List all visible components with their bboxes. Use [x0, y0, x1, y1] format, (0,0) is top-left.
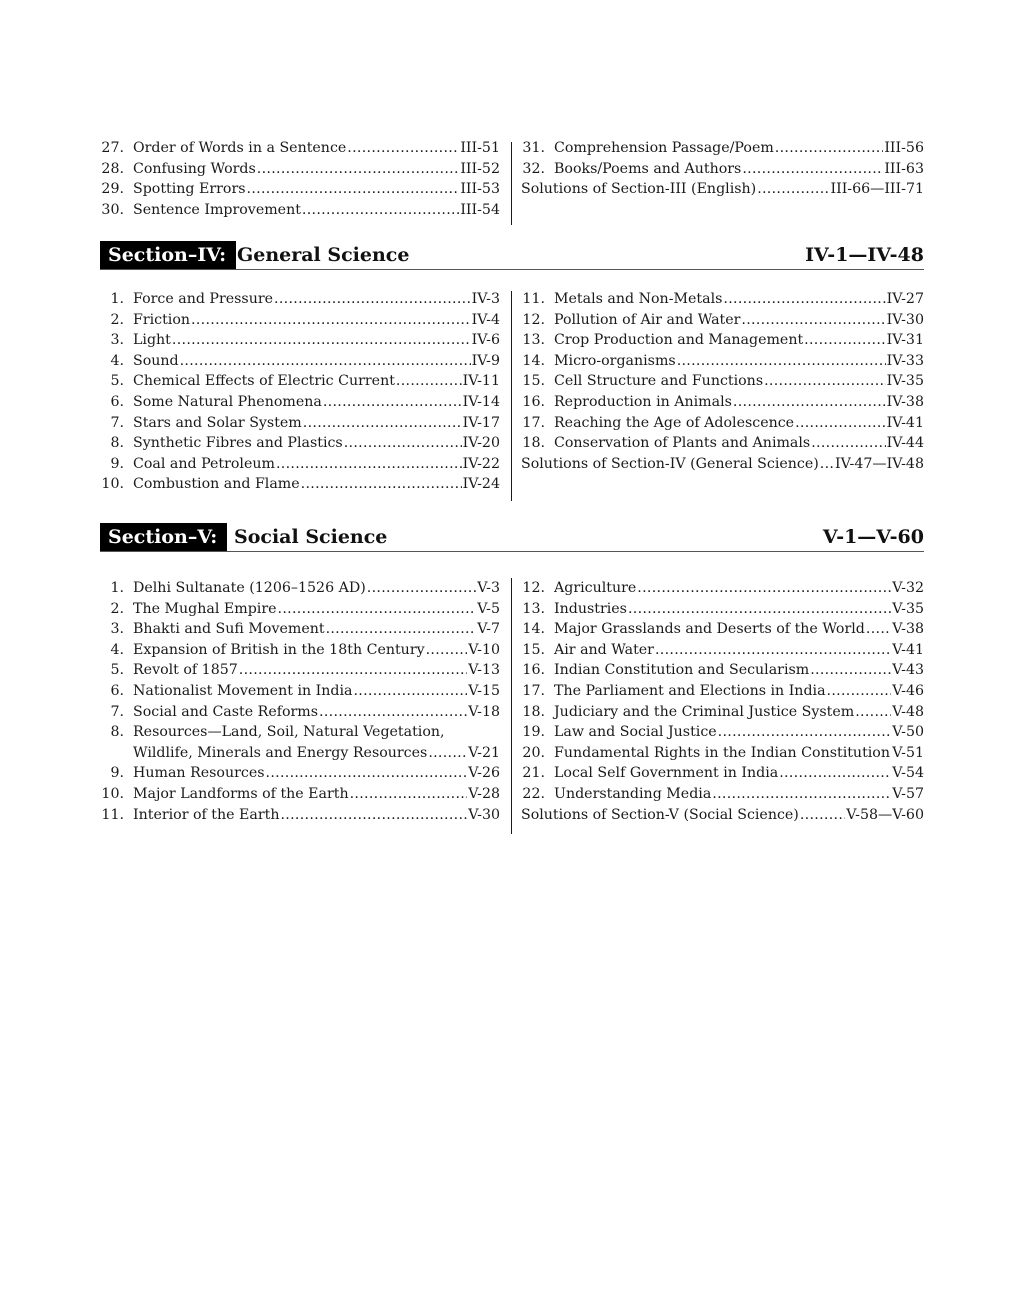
entry-title: Pollution of Air and Water — [554, 311, 741, 328]
toc-entry — [100, 474, 500, 495]
entry-page: V-46 — [892, 682, 924, 699]
entry-page: V-28 — [468, 785, 500, 802]
entry-page: V-5 — [477, 600, 500, 617]
dot-leader — [428, 743, 467, 764]
section-v-heading — [100, 523, 924, 552]
entry-number: 13. — [522, 600, 545, 617]
entry-title: Air and Water — [554, 641, 654, 658]
entry-number: 28. — [101, 160, 124, 177]
entry-page: V-50 — [892, 724, 924, 741]
entry-number: 14. — [522, 621, 545, 638]
entry-number: 27. — [101, 140, 124, 156]
dot-leader — [800, 805, 845, 826]
dot-leader — [741, 310, 885, 331]
toc-entry — [100, 138, 500, 159]
dot-leader — [655, 640, 891, 661]
dot-leader — [326, 619, 477, 640]
entry-title: Combustion and Flame — [133, 476, 300, 493]
section-iv-title: General Science — [237, 244, 410, 266]
dot-leader — [866, 619, 891, 640]
entry-page: V-21 — [468, 744, 500, 761]
entry-title: Confusing Words — [133, 160, 256, 177]
entry-title: Delhi Sultanate (1206–1526 AD) — [133, 580, 366, 596]
entry-title: Books/Poems and Authors — [554, 160, 742, 177]
entry-page: V-57 — [892, 785, 924, 802]
entry-title: Agriculture — [554, 580, 637, 596]
entry-page: IV-22 — [462, 455, 500, 472]
entry-page: IV-4 — [471, 311, 500, 328]
entry-title: Micro-organisms — [554, 352, 676, 369]
toc-entry — [100, 200, 500, 221]
entry-number: 7. — [110, 703, 124, 720]
toc-entry — [100, 433, 500, 454]
toc-entry — [100, 371, 500, 392]
entry-number: 3. — [110, 621, 124, 638]
toc-entry — [521, 392, 924, 413]
entry-title: Industries — [554, 600, 627, 617]
dot-leader — [239, 660, 467, 681]
toc-entry — [100, 702, 500, 723]
entry-title: Order of Words in a Sentence — [133, 140, 347, 156]
entry-number: 16. — [522, 393, 545, 410]
toc-entry — [521, 433, 924, 454]
entry-number: 9. — [110, 765, 124, 782]
entry-page: V-43 — [892, 662, 924, 679]
column-divider — [511, 142, 512, 225]
entry-number: 14. — [522, 352, 545, 369]
toc-entry — [521, 351, 924, 372]
entry-page: III-53 — [460, 181, 500, 198]
entry-title: Social and Caste Reforms — [133, 703, 319, 720]
toc-entry — [100, 454, 500, 475]
section-iv-heading — [100, 241, 924, 270]
toc-entry — [100, 763, 500, 784]
toc-entry — [100, 681, 500, 702]
toc-entry — [521, 310, 924, 331]
solutions-entry — [521, 179, 924, 200]
dot-leader — [810, 660, 891, 681]
entry-page: V-35 — [892, 600, 924, 617]
entry-number: 1. — [110, 291, 124, 307]
toc-entry — [100, 310, 500, 331]
entry-page: IV-38 — [886, 393, 924, 410]
entry-number: 3. — [110, 332, 124, 349]
dot-leader — [855, 702, 891, 723]
entry-number: 10. — [101, 476, 124, 493]
dot-leader — [319, 702, 467, 723]
entry-title: Indian Constitution and Secularism — [554, 662, 810, 679]
section-iv-right-column — [512, 289, 924, 495]
entry-page: V-30 — [468, 806, 500, 823]
entry-title: Force and Pressure — [133, 291, 274, 307]
dot-leader — [354, 681, 468, 702]
section-iv-page-range: IV-1—IV-48 — [805, 244, 924, 266]
entry-number: 8. — [110, 435, 124, 452]
entry-page: V-48 — [892, 703, 924, 720]
entry-number: 11. — [101, 806, 124, 823]
dot-leader — [350, 784, 468, 805]
dot-leader — [266, 763, 468, 784]
entry-title: Some Natural Phenomena — [133, 393, 322, 410]
entry-number: 2. — [110, 600, 124, 617]
section-iv-label: Section–IV: — [100, 241, 236, 269]
entry-page: IV-24 — [462, 476, 500, 493]
section-iv-entries — [100, 289, 924, 495]
toc-entry — [521, 138, 924, 159]
dot-leader — [426, 640, 468, 661]
entry-page: V-54 — [892, 765, 924, 782]
toc-entry — [521, 330, 924, 351]
dot-leader — [733, 392, 886, 413]
entry-page: IV-33 — [886, 352, 924, 369]
toc-entry — [521, 413, 924, 434]
section-v-label: Section–V: — [100, 523, 227, 551]
dot-leader — [742, 159, 883, 180]
dot-leader — [723, 289, 885, 310]
entry-title: Crop Production and Management — [554, 332, 804, 349]
dot-leader — [257, 159, 460, 180]
entry-number: 30. — [101, 201, 124, 218]
entry-page: III-52 — [460, 160, 500, 177]
entry-number: 17. — [522, 414, 545, 431]
solutions-title: Solutions of Section-V (Social Science) — [521, 806, 799, 823]
entry-number: 13. — [522, 332, 545, 349]
toc-entry — [521, 763, 924, 784]
entry-number: 18. — [522, 435, 545, 452]
entry-title: Synthetic Fibres and Plastics — [133, 435, 343, 452]
entry-number: 17. — [522, 682, 545, 699]
entry-title: Coal and Petroleum — [133, 455, 275, 472]
entry-number: 4. — [110, 352, 124, 369]
entry-title: The Mughal Empire — [133, 600, 277, 617]
dot-leader — [344, 433, 462, 454]
entry-page: IV-14 — [462, 393, 500, 410]
entry-number: 16. — [522, 662, 545, 679]
entry-title: Major Grasslands and Deserts of the World — [554, 621, 865, 638]
dot-leader — [779, 763, 891, 784]
entry-title: Cell Structure and Functions — [554, 373, 764, 390]
entry-page: IV-35 — [886, 373, 924, 390]
entry-title: Major Landforms of the Earth — [133, 785, 349, 802]
entry-title: Interior of the Earth — [133, 806, 280, 823]
entry-title: Sound — [133, 352, 179, 369]
entry-number: 7. — [110, 414, 124, 431]
toc-entry-continuation — [100, 743, 500, 764]
toc-entry — [521, 681, 924, 702]
dot-leader — [172, 330, 471, 351]
dot-leader — [637, 578, 891, 599]
entry-number: 12. — [522, 580, 545, 596]
entry-page: V-15 — [468, 682, 500, 699]
toc-entry — [100, 413, 500, 434]
solutions-page: III-66—III-71 — [830, 181, 924, 198]
entry-number: 10. — [101, 785, 124, 802]
entry-title: Conservation of Plants and Animals — [554, 435, 811, 452]
toc-entry — [521, 722, 924, 743]
entry-number: 19. — [522, 724, 545, 741]
entry-title: Comprehension Passage/Poem — [554, 140, 774, 156]
entry-page: IV-20 — [462, 435, 500, 452]
entry-title: Law and Social Justice — [554, 724, 717, 741]
solutions-page: IV-47—IV-48 — [835, 455, 924, 472]
dot-leader — [811, 433, 885, 454]
column-divider — [511, 578, 512, 834]
entry-number: 15. — [522, 641, 545, 658]
dot-leader — [278, 599, 477, 620]
entry-title: Reaching the Age of Adolescence — [554, 414, 795, 431]
toc-entry — [100, 722, 500, 743]
toc-entry — [100, 179, 500, 200]
entry-page: V-51 — [892, 744, 924, 761]
toc-entry — [521, 702, 924, 723]
column-divider — [511, 291, 512, 501]
entry-title: Local Self Government in India — [554, 765, 779, 782]
toc-entry — [100, 805, 500, 826]
entry-page: III-54 — [460, 201, 500, 218]
solutions-title: Solutions of Section-III (English) — [521, 181, 757, 198]
entry-page: V-7 — [477, 621, 500, 638]
toc-entry — [521, 619, 924, 640]
entry-page: IV-3 — [471, 291, 500, 307]
entry-number: 21. — [522, 765, 545, 782]
entry-page: IV-9 — [471, 352, 500, 369]
section-v-title: Social Science — [234, 526, 388, 548]
entry-page: IV-17 — [462, 414, 500, 431]
entry-title: Friction — [133, 311, 191, 328]
section-v-page-range: V-1—V-60 — [822, 526, 924, 548]
entry-page: V-26 — [468, 765, 500, 782]
dot-leader — [396, 371, 462, 392]
dot-leader — [280, 805, 467, 826]
dot-leader — [712, 784, 891, 805]
dot-leader — [764, 371, 885, 392]
toc-entry — [100, 784, 500, 805]
toc-entry — [521, 289, 924, 310]
toc-entry — [521, 660, 924, 681]
entry-title: Sentence Improvement — [133, 201, 301, 218]
dot-leader — [180, 351, 471, 372]
entry-title: Human Resources — [133, 765, 265, 782]
section-iii-right-column — [512, 138, 924, 220]
toc-entry — [100, 660, 500, 681]
toc-entry — [100, 351, 500, 372]
dot-leader — [820, 454, 834, 475]
toc-entry — [521, 371, 924, 392]
entry-title: Spotting Errors — [133, 181, 246, 198]
entry-page: III-56 — [884, 140, 924, 156]
solutions-title: Solutions of Section-IV (General Science) — [521, 455, 819, 472]
entry-number: 8. — [110, 724, 124, 741]
toc-entry — [521, 743, 924, 764]
entry-number: 12. — [522, 311, 545, 328]
entry-title: Metals and Non-Metals — [554, 291, 723, 307]
toc-entry — [521, 159, 924, 180]
entry-number: 18. — [522, 703, 545, 720]
entry-title: Bhakti and Sufi Movement — [133, 621, 325, 638]
entry-number: 4. — [110, 641, 124, 658]
dot-leader — [804, 330, 885, 351]
entry-number: 31. — [522, 140, 545, 156]
entry-page: IV-11 — [462, 373, 500, 390]
dot-leader — [191, 310, 471, 331]
entry-number: 2. — [110, 311, 124, 328]
section-iv-left-column — [100, 289, 512, 495]
dot-leader — [775, 138, 884, 159]
entry-title: Chemical Effects of Electric Current — [133, 373, 395, 390]
entry-page: V-38 — [892, 621, 924, 638]
dot-leader — [247, 179, 460, 200]
entry-page: III-63 — [884, 160, 924, 177]
entry-page: V-13 — [468, 662, 500, 679]
toc-entry — [100, 392, 500, 413]
entry-number: 15. — [522, 373, 545, 390]
entry-page: V-10 — [468, 641, 500, 658]
entry-number: 1. — [110, 580, 124, 596]
dot-leader — [628, 599, 891, 620]
section-v-right-column — [512, 578, 924, 825]
toc-entry — [100, 578, 500, 599]
entry-number: 9. — [110, 455, 124, 472]
entry-title: Expansion of British in the 18th Century — [133, 641, 425, 658]
dot-leader — [347, 138, 459, 159]
entry-title: Light — [133, 332, 171, 349]
dot-leader — [301, 474, 462, 495]
toc-entry — [100, 330, 500, 351]
entry-page: IV-6 — [471, 332, 500, 349]
entry-title: Nationalist Movement in India — [133, 682, 353, 699]
section-iii-entries — [100, 138, 924, 220]
dot-leader — [274, 289, 471, 310]
entry-title: Understanding Media — [554, 785, 712, 802]
entry-number: 11. — [522, 291, 545, 307]
dot-leader — [302, 200, 459, 221]
entry-number: 6. — [110, 393, 124, 410]
section-v-entries — [100, 578, 924, 825]
entry-title: Fundamental Rights in the Indian Constitution — [554, 744, 890, 761]
entry-number: 5. — [110, 662, 124, 679]
section-v-left-column — [100, 578, 512, 825]
entry-number: 20. — [522, 744, 545, 761]
entry-title: Stars and Solar System — [133, 414, 302, 431]
toc-entry — [521, 640, 924, 661]
toc-entry — [100, 599, 500, 620]
dot-leader — [303, 413, 462, 434]
entry-page: IV-41 — [886, 414, 924, 431]
toc-entry — [521, 784, 924, 805]
entry-page: V-32 — [892, 580, 924, 596]
entry-title: Judiciary and the Criminal Justice System — [554, 703, 855, 720]
solutions-entry — [521, 454, 924, 475]
entry-page: IV-44 — [886, 435, 924, 452]
entry-title-continuation: Wildlife, Minerals and Energy Resources — [133, 744, 428, 761]
solutions-page: V-58—V-60 — [846, 806, 924, 823]
entry-title: The Parliament and Elections in India — [554, 682, 826, 699]
entry-page: V-3 — [477, 580, 500, 596]
entry-number: 6. — [110, 682, 124, 699]
toc-entry — [521, 599, 924, 620]
entry-number: 32. — [522, 160, 545, 177]
solutions-entry — [521, 805, 924, 826]
entry-title: Revolt of 1857 — [133, 662, 238, 679]
dot-leader — [276, 454, 462, 475]
toc-entry — [100, 640, 500, 661]
entry-title: Reproduction in Animals — [554, 393, 732, 410]
entry-page: V-18 — [468, 703, 500, 720]
dot-leader — [718, 722, 892, 743]
entry-page: IV-30 — [886, 311, 924, 328]
entry-page: IV-31 — [886, 332, 924, 349]
entry-number: 22. — [522, 785, 545, 802]
entry-page: IV-27 — [886, 291, 924, 307]
section-iii-left-column — [100, 138, 512, 220]
dot-leader — [757, 179, 829, 200]
dot-leader — [827, 681, 892, 702]
toc-entry — [100, 289, 500, 310]
entry-number: 5. — [110, 373, 124, 390]
dot-leader — [795, 413, 886, 434]
toc-entry — [521, 578, 924, 599]
dot-leader — [677, 351, 886, 372]
entry-page: V-41 — [892, 641, 924, 658]
dot-leader — [367, 578, 476, 599]
dot-leader — [323, 392, 462, 413]
entry-number: 29. — [101, 181, 124, 198]
toc-entry — [100, 619, 500, 640]
toc-entry — [100, 159, 500, 180]
entry-page: III-51 — [460, 140, 500, 156]
entry-title: Resources—Land, Soil, Natural Vegetation, — [133, 724, 445, 741]
